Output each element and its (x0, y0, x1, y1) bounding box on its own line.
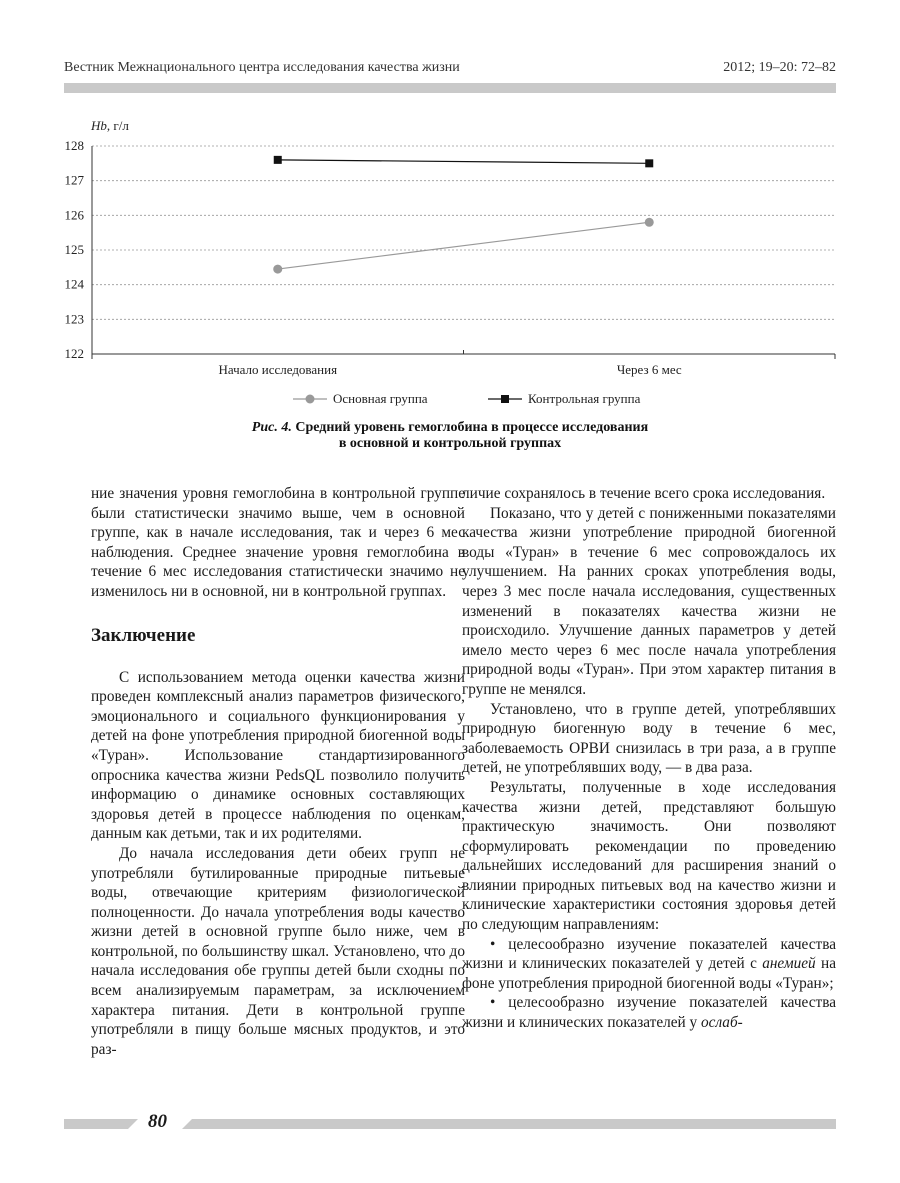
x-tick-label: Через 6 мес (616, 362, 682, 377)
legend-marker (501, 395, 509, 403)
paragraph: До начала исследования дети обеих групп не употребляли бутилированные природные питьевые воды, отвечающие критериям физиологической полноценности. До начала употребления воды качество жизни детей в основной группе было ниже, чем в контрольной, по большинству шкал. Установлено, что до начала исследования обе группы детей были сходны по всем анализируемым параметрам, за исключением характера питания. Дети в контрольной группе употребляли в пищу больше мясных продуктов, и это раз- (91, 844, 465, 1058)
paragraph: личие сохранялось в течение всего срока исследования. (462, 485, 826, 502)
y-tick-label: 124 (64, 276, 84, 292)
section-heading: Заключение (91, 624, 196, 646)
paragraph: С использованием метода оценки качества жизни проведен комплексный анализ параметров физического, эмоционального и социального функционирования у детей на фоне употребления природной биогенной воды «Туран». Использование стандартизированного опросника качества жизни PedsQL позволило получить информацию о динамике основных составляющих здоровья детей в процессе наблюдения по оценкам, данным как детьми, так и их родителями. (91, 668, 465, 843)
y-tick-label: 127 (64, 172, 84, 188)
y-tick-label: 125 (64, 242, 84, 257)
figure-caption (64, 420, 836, 452)
caption-line-1: Средний уровень гемоглобина в процессе исследования (291, 420, 649, 435)
series-line (278, 222, 650, 269)
y-tick-label: 123 (64, 311, 84, 327)
y-tick-label: 122 (64, 346, 84, 361)
caption-line-2: в основной и контрольной группах (338, 436, 562, 451)
legend-label: Контрольная группа (528, 391, 641, 406)
chart-svg (60, 112, 850, 417)
legend-label: Основная группа (333, 391, 428, 406)
y-tick-label: 126 (64, 207, 84, 223)
series-line (278, 160, 650, 163)
hemoglobin-chart (60, 112, 850, 422)
paragraph: Показано, что у детей с пониженными показателями качества жизни употребление природной биогенной воды «Туран» в течение 6 мес сопровождалось их улучшением. На ранних сроках употребления воды, через 3 мес после начала исследования, существенных изменений в показателях качества жизни не происходило. Улучшение данных параметров у детей имело место через 6 мес после начала употребления природной воды «Туран». При этом характер питания в группе не менялся. (462, 504, 836, 698)
y-tick-label: 128 (64, 138, 84, 153)
footer-bar-left (64, 1119, 128, 1129)
right-column (462, 484, 836, 1033)
bullet-item: • целесообразно изучение показателей качества жизни и клинических показателей у детей с анемией на фоне употребления природной биогенной воды «Туран»; (462, 935, 836, 992)
issue-reference: 2012; 19–20: 72–82 (723, 60, 836, 75)
page-number: 80 (148, 1111, 167, 1132)
paragraph: Результаты, полученные в ходе исследования качества жизни детей, представляют большую практическую значимость. Они позволяют сформулировать рекомендации по проведению дальнейших исследований для расширения знаний о влиянии природных питьевых вод на качество жизни и клинические характеристики состояния здоровья детей по следующим направлениям: (462, 778, 836, 934)
y-axis-label: Hb, г/л (91, 118, 129, 133)
bullet-item: • целесообразно изучение показателей качества жизни и клинических показателей у ослаб- (462, 994, 836, 1032)
data-point (273, 265, 282, 274)
figure-label: Рис. 4. (251, 420, 292, 435)
data-point (645, 159, 653, 167)
legend-marker (306, 395, 315, 404)
header-divider-bar (64, 83, 836, 93)
data-point (274, 156, 282, 164)
journal-title: Вестник Межнационального центра исследования качества жизни (64, 60, 460, 75)
running-header (64, 60, 836, 82)
data-point (645, 218, 654, 227)
paragraph: ние значения уровня гемоглобина в контрольной группе были статистически значимо выше, чем в основной группе, как в начале исследования, так и через 6 мес наблюдения. Среднее значение уровня гемоглобина в течение 6 мес исследования статистически значимо не изменилось ни в основной, ни в контрольной группах. (91, 485, 465, 600)
paragraph: Установлено, что в группе детей, употреблявших природную биогенную воду в течение 6 мес, заболеваемость ОРВИ снизилась в три раза, а в группе детей, не употреблявших воду, — в два раза. (462, 700, 836, 777)
left-column (91, 484, 465, 1059)
footer-bar-right (192, 1119, 836, 1129)
x-tick-label: Начало исследования (218, 362, 338, 377)
